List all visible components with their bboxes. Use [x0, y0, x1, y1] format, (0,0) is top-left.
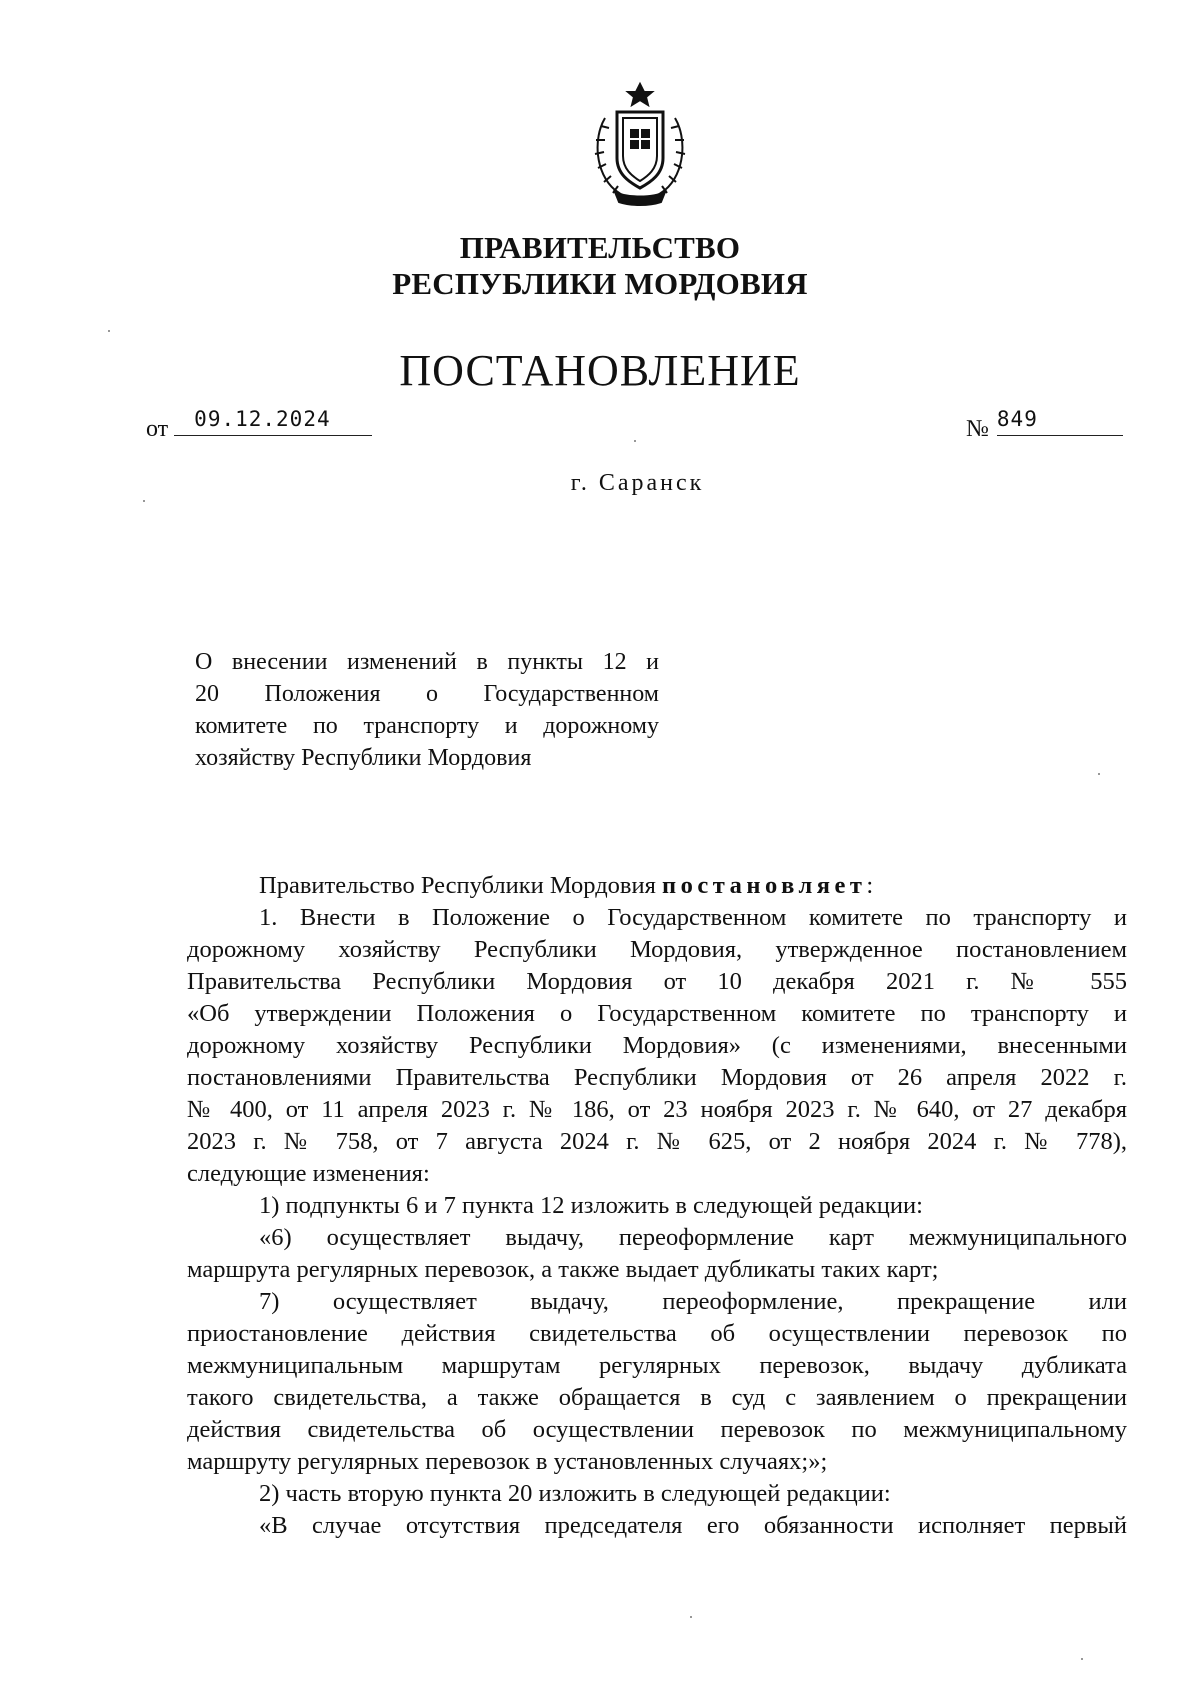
subitem-2: 2) часть вторую пункта 20 изложить в следующей редакции: [259, 1480, 891, 1507]
date-value: 09.12.2024 [194, 407, 331, 431]
date-prefix: от [146, 416, 169, 442]
document-type-title: ПОСТАНОВЛЕНИЕ [399, 346, 801, 395]
point7-line: приостановление действия свидетельства об осуществлении перевозок по [187, 1320, 1127, 1347]
point7-line: межмуниципальным маршрутам регулярных перевозок, выдачу дубликата [187, 1352, 1127, 1379]
scan-speck [634, 440, 636, 442]
item1-line: Правительства Республики Мордовия от 10 декабря 2021 г. № 555 [187, 968, 1127, 995]
document-body [187, 870, 1127, 1542]
document-subject [195, 646, 659, 774]
subject-line: комитете по транспорту и дорожному [195, 713, 659, 739]
document-number [966, 407, 1123, 444]
item1-line: дорожному хозяйству Республики Мордовия, утвержденное постановлением [187, 936, 1127, 963]
scan-speck [1081, 1658, 1083, 1660]
intro-text: Правительство Республики Мордовия [259, 872, 656, 899]
last-line: «В случае отсутствия председателя его обязанности исполняет первый [259, 1512, 1127, 1539]
subitem-1: 1) подпункты 6 и 7 пункта 12 изложить в следующей редакции: [259, 1192, 923, 1219]
subject-line: хозяйству Республики Мордовия [195, 745, 532, 771]
subject-line: 20 Положения о Государственном [195, 681, 659, 707]
point7-line: 7) осуществляет выдачу, переоформление, прекращение или [259, 1288, 1127, 1315]
scan-speck [1098, 773, 1100, 775]
point6-line: «6) осуществляет выдачу, переоформление карт межмуниципального [259, 1224, 1127, 1251]
intro-decision-word: постановляет [662, 872, 867, 899]
item1-line: постановлениями Правительства Республики Мордовия от 26 апреля 2022 г. [187, 1064, 1127, 1091]
item1-line: 2023 г. № 758, от 7 августа 2024 г. № 625, от 2 ноября 2024 г. № 778), [187, 1128, 1127, 1155]
point7-line: действия свидетельства об осуществлении перевозок по межмуниципальному [187, 1416, 1127, 1443]
point7-line: маршруту регулярных перевозок в установленных случаях;»; [187, 1448, 828, 1475]
scan-speck [690, 1616, 692, 1618]
point7-line: такого свидетельства, а также обращается в суд с заявлением о прекращении [187, 1384, 1127, 1411]
subject-line: О внесении изменений в пункты 12 и [195, 649, 659, 675]
item1-line: «Об утверждении Положения о Государственном комитете по транспорту и [187, 1000, 1127, 1027]
city-name: г. Саранск [570, 470, 705, 496]
number-blank [996, 407, 1123, 436]
item1-line: 1. Внести в Положение о Государственном комитете по транспорту и [259, 904, 1127, 931]
intro-colon: : [866, 872, 874, 899]
item1-line: дорожному хозяйству Республики Мордовия» (с изменениями, внесенными [187, 1032, 1127, 1059]
organization-name-line1: ПРАВИТЕЛЬСТВО [459, 230, 741, 265]
item1-line: следующие изменения: [187, 1160, 430, 1187]
scan-speck [143, 500, 145, 502]
scan-speck [108, 330, 110, 332]
document-date [146, 407, 372, 444]
organization-name-line2: РЕСПУБЛИКИ МОРДОВИЯ [392, 266, 808, 301]
number-prefix: № [966, 416, 989, 442]
number-value: 849 [996, 407, 1038, 431]
point6-line: маршрута регулярных перевозок, а также выдает дубликаты таких карт; [187, 1256, 939, 1283]
item1-line: № 400, от 11 апреля 2023 г. № 186, от 23 ноября 2023 г. № 640, от 27 декабря [187, 1096, 1127, 1123]
intro-paragraph [187, 870, 1127, 902]
coat-of-arms-emblem [585, 78, 695, 210]
date-blank [174, 407, 372, 436]
